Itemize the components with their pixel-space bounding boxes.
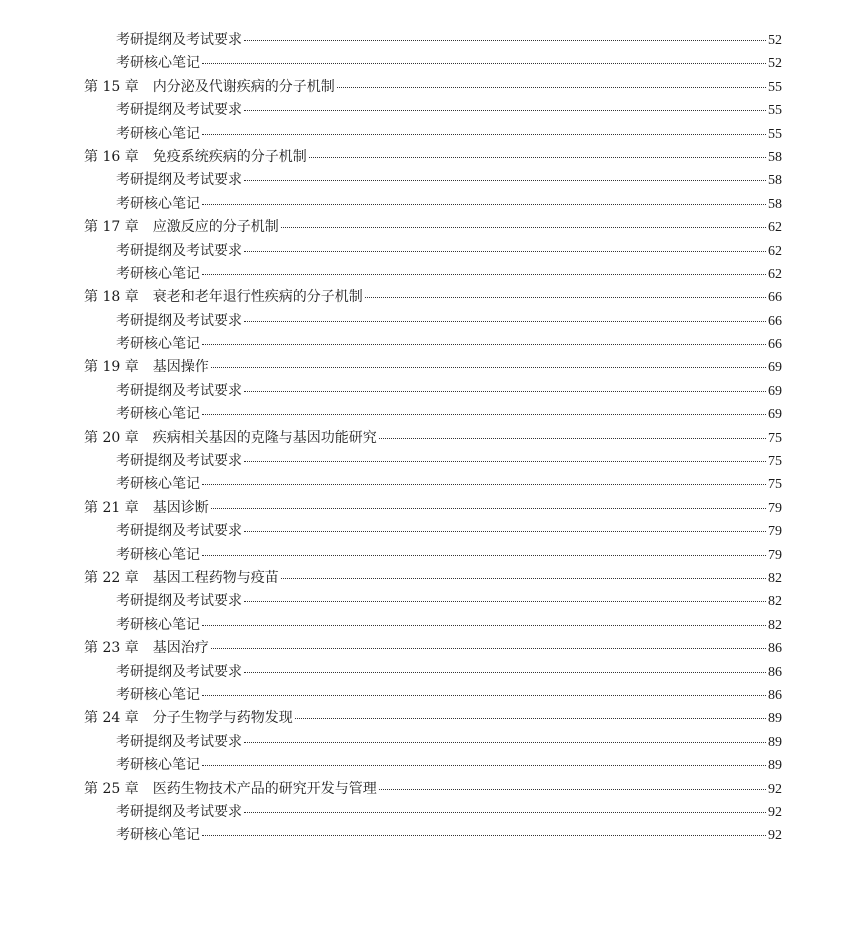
- chapter-number: 第 24 章: [84, 710, 139, 727]
- section-title: 考研核心笔记: [116, 336, 200, 353]
- chapter-title: 基因工程药物与疫苗: [152, 569, 279, 586]
- chapter-title: 疾病相关基因的克隆与基因功能研究: [152, 429, 377, 446]
- toc-chapter-entry[interactable]: [84, 637, 782, 660]
- dot-leader: [202, 765, 766, 766]
- dot-leader: [244, 391, 766, 392]
- toc-section-entry[interactable]: [84, 193, 782, 216]
- toc-section-entry[interactable]: [84, 169, 782, 192]
- dot-leader: [337, 87, 766, 88]
- page-number: 92: [768, 781, 782, 797]
- dot-leader: [202, 414, 766, 415]
- table-of-contents: [84, 29, 782, 848]
- page-number: 75: [768, 454, 782, 470]
- toc-section-entry[interactable]: [84, 684, 782, 707]
- dot-leader: [281, 227, 766, 228]
- page-number: 79: [768, 547, 782, 563]
- page-number: 55: [768, 103, 782, 119]
- toc-chapter-entry[interactable]: [84, 707, 782, 730]
- toc-section-entry[interactable]: [84, 731, 782, 754]
- toc-chapter-entry[interactable]: [84, 146, 782, 169]
- toc-section-entry[interactable]: [84, 333, 782, 356]
- dot-leader: [295, 718, 766, 719]
- dot-leader: [202, 695, 766, 696]
- toc-section-entry[interactable]: [84, 52, 782, 75]
- chapter-title: 衰老和老年退行性疾病的分子机制: [152, 289, 363, 306]
- page-number: 69: [768, 407, 782, 423]
- dot-leader: [211, 648, 766, 649]
- page-number: 92: [768, 804, 782, 820]
- page-number: 86: [768, 687, 782, 703]
- dot-leader: [211, 367, 766, 368]
- page-number: 79: [768, 524, 782, 540]
- toc-chapter-entry[interactable]: [84, 356, 782, 379]
- page-number: 82: [768, 617, 782, 633]
- dot-leader: [202, 555, 766, 556]
- dot-leader: [244, 461, 766, 462]
- section-title: 考研提纲及考试要求: [116, 172, 242, 189]
- toc-section-entry[interactable]: [84, 801, 782, 824]
- page-number: 89: [768, 711, 782, 727]
- dot-leader: [202, 484, 766, 485]
- section-title: 考研提纲及考试要求: [116, 803, 242, 820]
- page-number: 66: [768, 290, 782, 306]
- dot-leader: [244, 40, 766, 41]
- section-title: 考研提纲及考试要求: [116, 453, 242, 470]
- section-title: 考研核心笔记: [116, 616, 200, 633]
- dot-leader: [365, 297, 766, 298]
- page-number: 92: [768, 828, 782, 844]
- chapter-title: 基因操作: [152, 359, 209, 376]
- section-title: 考研提纲及考试要求: [116, 733, 242, 750]
- dot-leader: [202, 204, 766, 205]
- toc-section-entry[interactable]: [84, 614, 782, 637]
- chapter-number: 第 15 章: [84, 78, 139, 95]
- dot-leader: [244, 251, 766, 252]
- dot-leader: [244, 742, 766, 743]
- chapter-title: 内分泌及代谢疾病的分子机制: [152, 78, 335, 95]
- page-number: 86: [768, 664, 782, 680]
- dot-leader: [202, 835, 766, 836]
- section-title: 考研核心笔记: [116, 476, 200, 493]
- chapter-title: 基因治疗: [152, 640, 209, 657]
- dot-leader: [379, 438, 766, 439]
- chapter-number: 第 20 章: [84, 429, 139, 446]
- chapter-title: 分子生物学与药物发现: [152, 710, 293, 727]
- page-number: 79: [768, 500, 782, 516]
- section-title: 考研核心笔记: [116, 125, 200, 142]
- toc-section-entry[interactable]: [84, 754, 782, 777]
- chapter-number: 第 21 章: [84, 499, 139, 516]
- toc-chapter-entry[interactable]: [84, 567, 782, 590]
- chapter-title: 基因诊断: [152, 499, 209, 516]
- section-title: 考研提纲及考试要求: [116, 523, 242, 540]
- chapter-number: 第 23 章: [84, 640, 139, 657]
- section-title: 考研核心笔记: [116, 406, 200, 423]
- section-title: 考研核心笔记: [116, 686, 200, 703]
- dot-leader: [202, 63, 766, 64]
- section-title: 考研核心笔记: [116, 827, 200, 844]
- section-title: 考研核心笔记: [116, 195, 200, 212]
- dot-leader: [244, 672, 766, 673]
- page-number: 58: [768, 149, 782, 165]
- dot-leader: [211, 508, 766, 509]
- page-number: 89: [768, 758, 782, 774]
- section-title: 考研核心笔记: [116, 55, 200, 72]
- page-number: 55: [768, 79, 782, 95]
- page-number: 52: [768, 33, 782, 48]
- toc-section-entry[interactable]: [84, 123, 782, 146]
- page-number: 58: [768, 173, 782, 189]
- toc-section-entry[interactable]: [84, 520, 782, 543]
- toc-section-entry[interactable]: [84, 263, 782, 286]
- chapter-number: 第 18 章: [84, 289, 139, 306]
- dot-leader: [244, 180, 766, 181]
- toc-section-entry[interactable]: [84, 29, 782, 52]
- chapter-number: 第 22 章: [84, 569, 139, 586]
- page-number: 62: [768, 220, 782, 236]
- section-title: 考研核心笔记: [116, 265, 200, 282]
- chapter-number: 第 16 章: [84, 148, 139, 165]
- toc-section-entry[interactable]: [84, 380, 782, 403]
- dot-leader: [244, 812, 766, 813]
- toc-chapter-entry[interactable]: [84, 216, 782, 239]
- page-number: 52: [768, 56, 782, 72]
- dot-leader: [379, 789, 766, 790]
- toc-section-entry[interactable]: [84, 661, 782, 684]
- page-number: 66: [768, 337, 782, 353]
- page-number: 55: [768, 126, 782, 142]
- dot-leader: [202, 274, 766, 275]
- page-number: 75: [768, 477, 782, 493]
- dot-leader: [244, 601, 766, 602]
- chapter-number: 第 19 章: [84, 359, 139, 376]
- page-number: 66: [768, 313, 782, 329]
- toc-section-entry[interactable]: [84, 450, 782, 473]
- toc-section-entry[interactable]: [84, 473, 782, 496]
- dot-leader: [309, 157, 766, 158]
- page-number: 86: [768, 641, 782, 657]
- toc-section-entry[interactable]: [84, 590, 782, 613]
- dot-leader: [202, 344, 766, 345]
- page-number: 75: [768, 430, 782, 446]
- section-title: 考研提纲及考试要求: [116, 593, 242, 610]
- dot-leader: [244, 531, 766, 532]
- toc-section-entry[interactable]: [84, 403, 782, 426]
- section-title: 考研提纲及考试要求: [116, 312, 242, 329]
- section-title: 考研提纲及考试要求: [116, 242, 242, 259]
- dot-leader: [244, 110, 766, 111]
- chapter-number: 第 25 章: [84, 780, 139, 797]
- dot-leader: [281, 578, 766, 579]
- toc-chapter-entry[interactable]: [84, 427, 782, 450]
- dot-leader: [244, 321, 766, 322]
- toc-chapter-entry[interactable]: [84, 76, 782, 99]
- page-number: 62: [768, 266, 782, 282]
- page-number: 69: [768, 383, 782, 399]
- toc-section-entry[interactable]: [84, 240, 782, 263]
- page-number: 58: [768, 196, 782, 212]
- toc-chapter-entry[interactable]: [84, 778, 782, 801]
- section-title: 考研核心笔记: [116, 757, 200, 774]
- chapter-title: 应激反应的分子机制: [152, 219, 279, 236]
- toc-section-entry[interactable]: [84, 310, 782, 333]
- section-title: 考研提纲及考试要求: [116, 382, 242, 399]
- section-title: 考研提纲及考试要求: [116, 102, 242, 119]
- dot-leader: [202, 625, 766, 626]
- page-number: 69: [768, 360, 782, 376]
- toc-section-entry[interactable]: [84, 824, 782, 847]
- section-title: 考研核心笔记: [116, 546, 200, 563]
- toc-section-entry[interactable]: [84, 544, 782, 567]
- section-title: 考研提纲及考试要求: [116, 32, 242, 48]
- page-number: 62: [768, 243, 782, 259]
- dot-leader: [202, 134, 766, 135]
- page-number: 89: [768, 734, 782, 750]
- chapter-title: 免疫系统疾病的分子机制: [152, 148, 307, 165]
- chapter-title: 医药生物技术产品的研究开发与管理: [152, 780, 377, 797]
- toc-section-entry[interactable]: [84, 99, 782, 122]
- toc-chapter-entry[interactable]: [84, 497, 782, 520]
- toc-chapter-entry[interactable]: [84, 286, 782, 309]
- section-title: 考研提纲及考试要求: [116, 663, 242, 680]
- page-number: 82: [768, 594, 782, 610]
- page-number: 82: [768, 570, 782, 586]
- chapter-number: 第 17 章: [84, 219, 139, 236]
